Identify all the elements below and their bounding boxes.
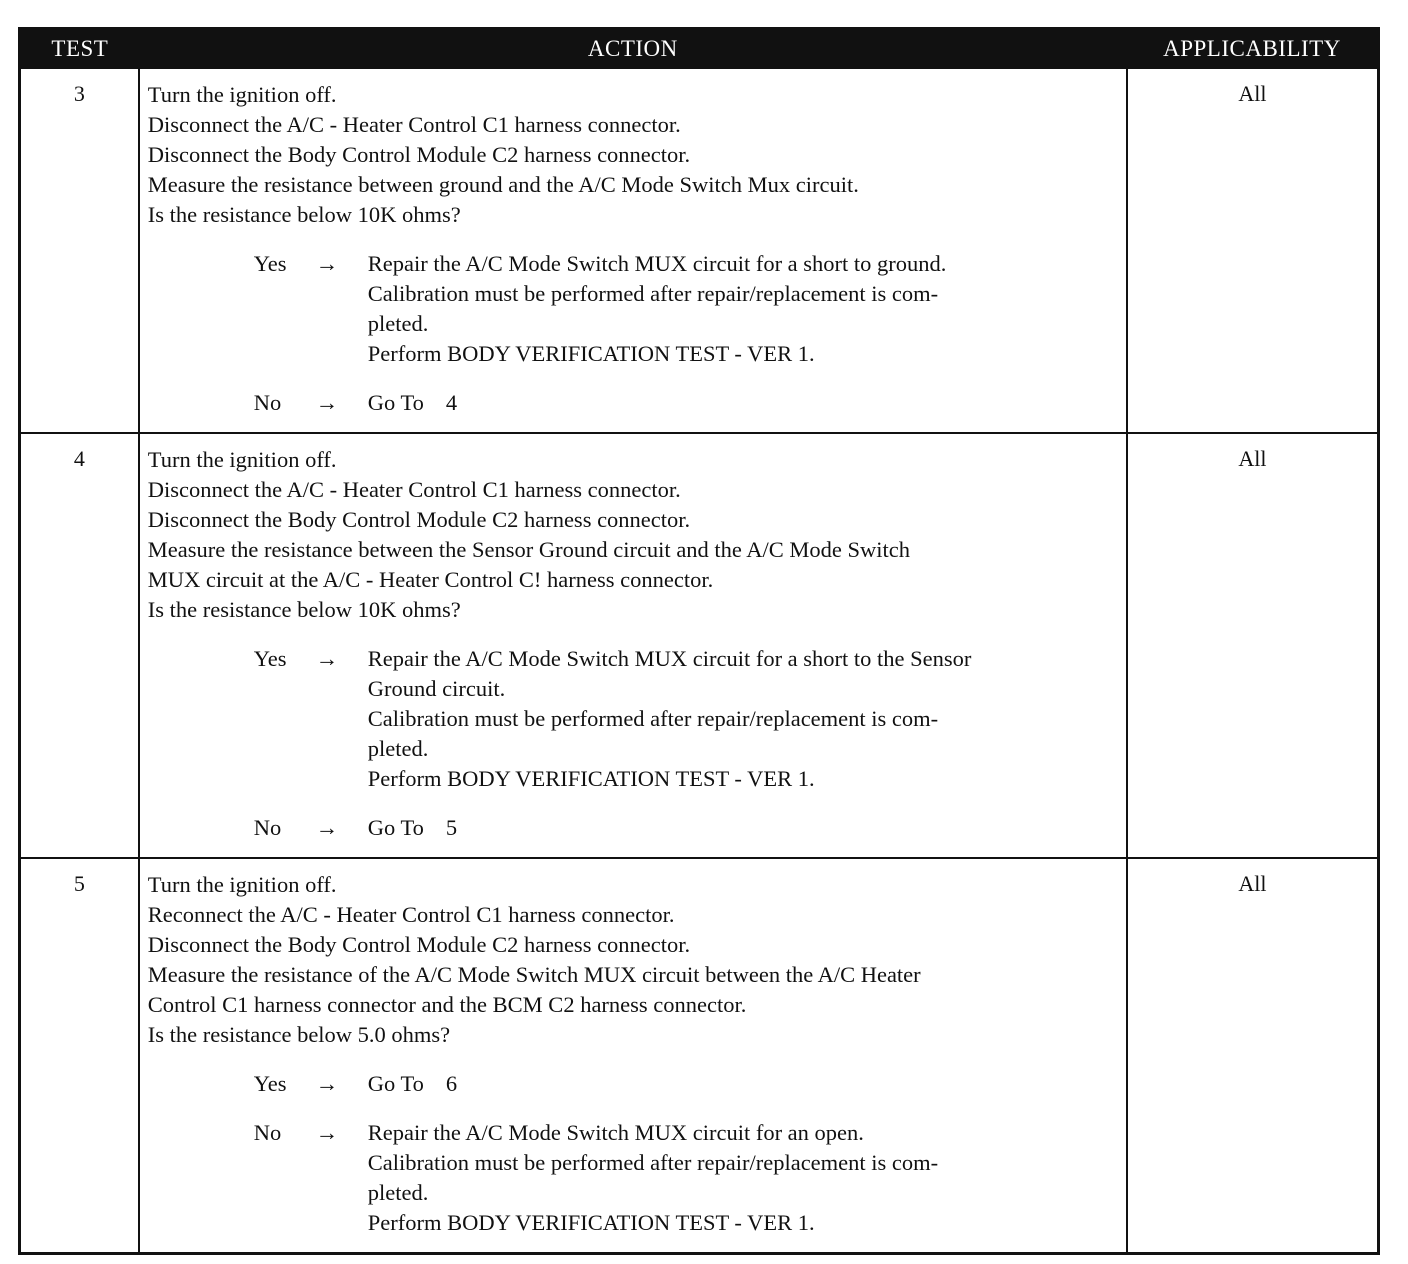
table-row (20, 433, 1379, 858)
step-line: Disconnect the A/C - Heater Control C1 harness connector. (147, 112, 681, 137)
result-line: Perform BODY VERIFICATION TEST - VER 1. (367, 766, 815, 791)
question-line: Is the resistance below 5.0 ohms? (147, 1022, 451, 1047)
header-applicability: APPLICABILITY (1127, 29, 1379, 69)
arrow-right-icon: → (315, 1071, 339, 1096)
step-line: Measure the resistance of the A/C Mode Switch MUX circuit between the A/C Heater (147, 962, 921, 987)
diagnostic-test-table (18, 27, 1380, 1255)
no-label: No (253, 1120, 282, 1145)
goto-target: 4 (445, 390, 458, 415)
goto-text: Go To (367, 1071, 424, 1096)
result-line: Perform BODY VERIFICATION TEST - VER 1. (367, 1210, 815, 1235)
result-line: Calibration must be performed after repair/replacement is com- (367, 706, 939, 731)
no-result (368, 388, 1118, 418)
action-steps (148, 870, 1118, 1050)
test-number: 3 (20, 68, 139, 433)
step-line: Disconnect the Body Control Module C2 harness connector. (147, 507, 691, 532)
arrow-right-icon: → (315, 390, 339, 415)
yes-result (368, 644, 1118, 794)
no-result (368, 813, 1118, 843)
step-line: Turn the ignition off. (147, 872, 337, 897)
yes-label: Yes (253, 251, 287, 276)
step-line: Measure the resistance between the Sensor Ground circuit and the A/C Mode Switch (147, 537, 911, 562)
result-line: pleted. (367, 311, 429, 336)
result-line: Ground circuit. (367, 676, 506, 701)
applicability-value: All (1127, 433, 1379, 858)
goto-text: Go To (367, 390, 424, 415)
action-steps (148, 445, 1118, 625)
step-line: Disconnect the Body Control Module C2 harness connector. (147, 932, 691, 957)
outcome-no (148, 813, 1118, 843)
question-line: Is the resistance below 10K ohms? (147, 202, 461, 227)
test-number: 4 (20, 433, 139, 858)
question-line: Is the resistance below 10K ohms? (147, 597, 461, 622)
action-cell (139, 433, 1127, 858)
outcome-yes (148, 1069, 1118, 1099)
goto-target: 6 (445, 1071, 458, 1096)
step-line: Measure the resistance between ground and the A/C Mode Switch Mux circuit. (147, 172, 859, 197)
action-steps (148, 80, 1118, 230)
result-line: Repair the A/C Mode Switch MUX circuit for a short to ground. (367, 251, 947, 276)
step-line: Disconnect the Body Control Module C2 harness connector. (147, 142, 691, 167)
result-line: Repair the A/C Mode Switch MUX circuit for an open. (367, 1120, 864, 1145)
table-header-row (20, 29, 1379, 69)
no-label: No (253, 390, 282, 415)
outcomes (148, 644, 1118, 843)
result-line: Perform BODY VERIFICATION TEST - VER 1. (367, 341, 815, 366)
yes-label: Yes (253, 646, 287, 671)
result-line: pleted. (367, 1180, 429, 1205)
step-line: Turn the ignition off. (147, 447, 337, 472)
step-line: MUX circuit at the A/C - Heater Control C! harness connector. (147, 567, 714, 592)
arrow-right-icon: → (315, 646, 339, 671)
action-cell (139, 68, 1127, 433)
outcomes (148, 249, 1118, 418)
no-label: No (253, 815, 282, 840)
arrow-right-icon: → (315, 251, 339, 276)
goto-text: Go To (367, 815, 424, 840)
result-line: Calibration must be performed after repair/replacement is com- (367, 281, 939, 306)
test-number: 5 (20, 858, 139, 1254)
outcome-yes (148, 644, 1118, 794)
outcome-yes (148, 249, 1118, 369)
action-cell (139, 858, 1127, 1254)
outcomes (148, 1069, 1118, 1238)
goto-target: 5 (445, 815, 458, 840)
table-row (20, 68, 1379, 433)
header-action: ACTION (139, 29, 1127, 69)
outcome-no (148, 1118, 1118, 1238)
table-row (20, 858, 1379, 1254)
no-result (368, 1118, 1118, 1238)
outcome-no (148, 388, 1118, 418)
yes-result (368, 1069, 1118, 1099)
yes-result (368, 249, 1118, 369)
applicability-value: All (1127, 68, 1379, 433)
arrow-right-icon: → (315, 1120, 339, 1145)
result-line: pleted. (367, 736, 429, 761)
step-line: Control C1 harness connector and the BCM C2 harness connector. (147, 992, 747, 1017)
step-line: Disconnect the A/C - Heater Control C1 harness connector. (147, 477, 681, 502)
arrow-right-icon: → (315, 815, 339, 840)
result-line: Calibration must be performed after repair/replacement is com- (367, 1150, 939, 1175)
yes-label: Yes (253, 1071, 287, 1096)
applicability-value: All (1127, 858, 1379, 1254)
header-test: TEST (20, 29, 139, 69)
result-line: Repair the A/C Mode Switch MUX circuit for a short to the Sensor (367, 646, 972, 671)
step-line: Turn the ignition off. (147, 82, 337, 107)
step-line: Reconnect the A/C - Heater Control C1 harness connector. (147, 902, 675, 927)
